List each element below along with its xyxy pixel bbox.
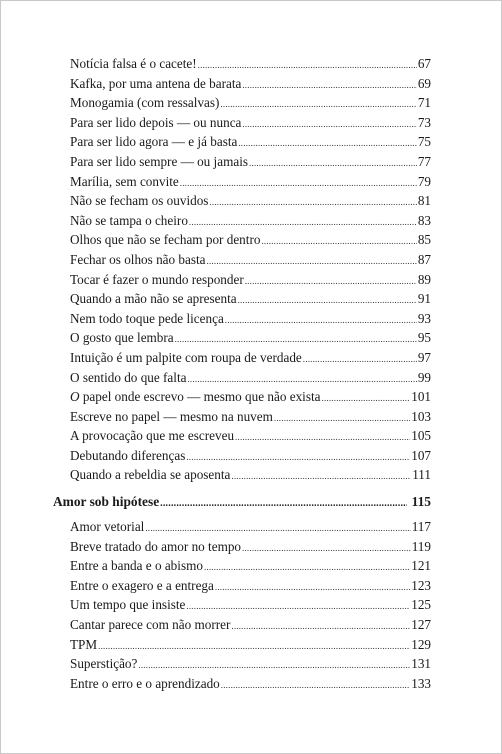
toc-entry-title: [70, 387, 321, 407]
toc-entry-page: 73: [417, 114, 431, 130]
dot-leader: [238, 291, 417, 311]
toc-entry-title: Cantar parece com não morrer: [70, 617, 231, 633]
toc-entry[interactable]: [53, 654, 431, 674]
dot-leader: [221, 676, 410, 696]
toc-entry-page: 99: [417, 369, 431, 385]
toc-entry-title: Notícia falsa é o cacete!: [70, 56, 197, 71]
dot-leader: [209, 193, 416, 213]
dot-leader: [322, 389, 411, 409]
toc-entry[interactable]: [53, 250, 431, 270]
dot-leader: [249, 154, 417, 174]
toc-entry-page: 67: [417, 56, 431, 71]
dot-leader: [231, 467, 411, 487]
toc-entry-title: Escreve no papel — mesmo na nuvem: [70, 408, 273, 424]
toc-entry-page: 79: [417, 173, 431, 189]
toc-entry-title: Monogamia (com ressalvas): [70, 95, 220, 111]
dot-leader: [242, 115, 416, 135]
dot-leader: [303, 350, 417, 370]
toc-entry[interactable]: [53, 211, 431, 231]
toc-entry-title-italic: O: [70, 389, 80, 405]
toc-entry[interactable]: [53, 426, 431, 446]
toc-entry-title: Breve tratado do amor no tempo: [70, 538, 242, 554]
toc-entry-title: Entre o erro e o aprendizado: [70, 675, 220, 691]
toc-entry-title: Olhos que não se fecham por dentro: [70, 232, 261, 248]
toc-entry[interactable]: [53, 172, 431, 192]
dot-leader: [242, 76, 416, 96]
toc-section-heading[interactable]: [53, 491, 431, 513]
toc-entry-page: 93: [417, 310, 431, 326]
toc-entry[interactable]: [53, 270, 431, 290]
toc-entry[interactable]: [53, 152, 431, 172]
toc-entry-title: Quando a rebeldia se aposenta: [70, 467, 231, 483]
toc-entry-title: Marília, sem convite: [70, 173, 179, 189]
toc-entry[interactable]: [53, 465, 431, 485]
toc-entry-page: 83: [417, 212, 431, 228]
toc-entry-title: Tocar é fazer o mundo responder: [70, 271, 244, 287]
toc-entry-page: 121: [411, 558, 431, 574]
toc-entry-page: 75: [417, 134, 431, 150]
dot-leader: [215, 578, 410, 598]
toc-entry-title: Quando a mão não se apresenta: [70, 291, 237, 307]
toc-entry-title: Não se tampa o cheiro: [70, 212, 188, 228]
toc-entry[interactable]: [53, 132, 431, 152]
toc-section-title: Amor sob hipótese: [53, 494, 160, 510]
toc-entry[interactable]: [53, 387, 431, 407]
toc-entry-page: 117: [411, 519, 431, 535]
toc-entry-page: 103: [411, 408, 431, 424]
toc-entry-title: Para ser lido sempre — ou jamais: [70, 153, 248, 169]
toc-entry-page: 81: [417, 193, 431, 209]
toc-entry-title: Amor vetorial: [70, 519, 145, 535]
toc-entry[interactable]: [53, 289, 431, 309]
toc-entry[interactable]: [53, 191, 431, 211]
toc-entry-title: Não se fecham os ouvidos: [70, 193, 209, 209]
toc-entry-page: 105: [411, 428, 431, 444]
toc-entry-title-rest: papel onde escrevo — mesmo que não exista: [79, 389, 321, 405]
toc-entry[interactable]: [53, 93, 431, 113]
toc-entry-page: 107: [411, 447, 431, 463]
dot-leader: [274, 409, 410, 429]
toc-entry-page: 77: [417, 153, 431, 169]
toc-entry-title: Intuição é um palpite com roupa de verdade: [70, 349, 302, 365]
toc-entry[interactable]: [53, 674, 431, 694]
toc-entry-title: A provocação que me escreveu: [70, 428, 235, 444]
toc-entry-page: 85: [417, 232, 431, 248]
toc-entry-page: 129: [411, 636, 431, 652]
toc-entry-page: 69: [417, 75, 431, 91]
toc-entry-title: Entre o exagero e a entrega: [70, 577, 214, 593]
toc-entry-title: Entre a banda e o abismo: [70, 558, 203, 574]
toc-entry-title: Fechar os olhos não basta: [70, 251, 206, 267]
toc-entry-title: Debutando diferenças: [70, 447, 186, 463]
toc-entry[interactable]: [53, 595, 431, 615]
dot-leader: [261, 232, 416, 252]
toc-entry-page: 119: [411, 538, 431, 554]
toc-entry[interactable]: [53, 309, 431, 329]
toc-entry-title: Superstição?: [70, 656, 138, 672]
toc-entry-page: 91: [417, 291, 431, 307]
toc-entry-page: 97: [417, 349, 431, 365]
toc-entry[interactable]: [53, 368, 431, 388]
toc-entry-title: Kafka, por uma antena de barata: [70, 75, 242, 91]
toc-section-page: 115: [411, 494, 431, 510]
dot-leader: [245, 272, 417, 292]
toc-entry-page: 87: [417, 251, 431, 267]
toc-entry[interactable]: [53, 74, 431, 94]
toc-entry[interactable]: [53, 615, 431, 635]
table-of-contents: [53, 54, 431, 693]
dot-leader: [235, 428, 410, 448]
dot-leader: [238, 134, 416, 154]
dot-leader: [180, 174, 417, 194]
toc-entry-title: O gosto que lembra: [70, 330, 174, 346]
toc-entry-page: 131: [411, 656, 431, 672]
toc-entry-title: Nem todo toque pede licença: [70, 310, 224, 326]
toc-entry[interactable]: [53, 576, 431, 596]
toc-entry-page: 127: [411, 617, 431, 633]
toc-entry-title: Para ser lido depois — ou nunca: [70, 114, 242, 130]
toc-entry[interactable]: [53, 537, 431, 557]
dot-leader: [98, 637, 410, 657]
toc-entry-page: 71: [417, 95, 431, 111]
dot-leader: [204, 558, 410, 578]
toc-entry-title: O sentido do que falta: [70, 369, 187, 385]
toc-entry-page: 111: [412, 467, 431, 483]
toc-entry-page: 101: [411, 389, 431, 405]
toc-entry[interactable]: [53, 328, 431, 348]
toc-entry[interactable]: [53, 556, 431, 576]
toc-entry-page: 95: [417, 330, 431, 346]
toc-entry-title: Um tempo que insiste: [70, 597, 186, 613]
dot-leader: [160, 493, 407, 515]
toc-entry[interactable]: [53, 446, 431, 466]
dot-leader: [225, 311, 417, 331]
toc-entry-title: Para ser lido agora — e já basta: [70, 134, 238, 150]
toc-entry[interactable]: [53, 113, 431, 133]
toc-entry-page: 123: [411, 577, 431, 593]
toc-entry[interactable]: [53, 230, 431, 250]
toc-entry[interactable]: [53, 54, 431, 74]
toc-entry[interactable]: [53, 517, 431, 537]
toc-entry-page: 125: [411, 597, 431, 613]
toc-entry-title: TPM: [70, 636, 98, 652]
toc-entry-page: 133: [411, 675, 431, 691]
toc-entry-page: 89: [417, 271, 431, 287]
dot-leader: [220, 95, 416, 115]
dot-leader: [231, 617, 410, 637]
toc-entry[interactable]: [53, 348, 431, 368]
toc-entry[interactable]: [53, 407, 431, 427]
dot-leader: [242, 539, 411, 559]
toc-entry[interactable]: [53, 635, 431, 655]
